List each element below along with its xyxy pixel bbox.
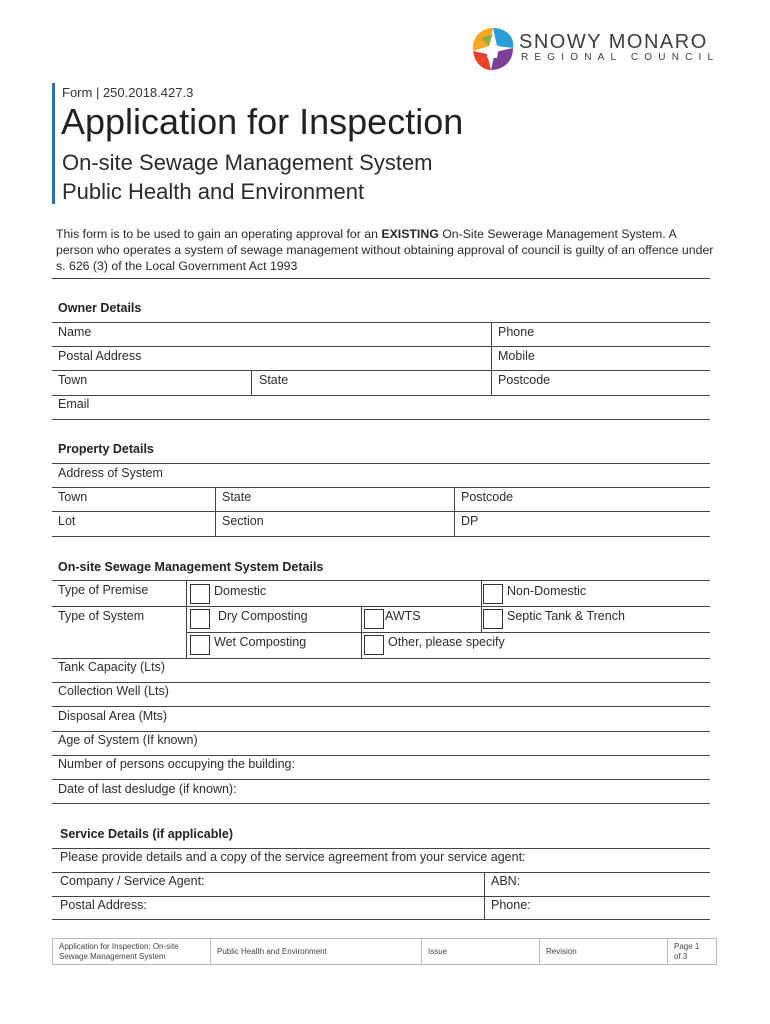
other-checkbox[interactable] (364, 635, 384, 655)
tank-capacity-field[interactable]: Tank Capacity (Lts) (58, 660, 165, 674)
divider (52, 682, 710, 683)
divider (52, 706, 710, 707)
divider (52, 606, 710, 607)
divider (454, 487, 455, 536)
service-note: Please provide details and a copy of the service agreement from your service agent: (60, 850, 526, 864)
collection-well-field[interactable]: Collection Well (Lts) (58, 684, 169, 698)
council-logo (467, 24, 519, 74)
footer-issue: Issue (422, 939, 540, 964)
header-accent-bar (52, 83, 55, 204)
divider (52, 511, 710, 512)
non-domestic-checkbox[interactable] (483, 584, 503, 604)
owner-mobile-field[interactable]: Mobile (498, 349, 535, 363)
premise-label: Type of Premise (58, 583, 149, 597)
owner-postal-field[interactable]: Postal Address (58, 349, 142, 363)
divider (52, 658, 710, 659)
dry-composting-label: Dry Composting (218, 609, 308, 623)
divider (484, 872, 485, 919)
intro-text (56, 226, 716, 274)
footer-page: Page 1 of 3 (674, 941, 700, 961)
divider (52, 419, 710, 420)
divider (52, 803, 710, 804)
service-section-title: Service Details (if applicable) (60, 827, 233, 841)
footer-document (53, 939, 211, 964)
intro-divider (52, 278, 710, 279)
owner-phone-field[interactable]: Phone (498, 325, 535, 339)
logo-name: SNOWY MONARO (519, 31, 708, 53)
divider (215, 487, 216, 536)
divider (52, 919, 710, 920)
owner-email-field[interactable]: Email (58, 397, 90, 411)
divider (52, 848, 710, 849)
property-section-field[interactable]: Section (222, 514, 264, 528)
other-label: Other, please specify (388, 635, 505, 649)
divider (481, 580, 482, 632)
septic-checkbox[interactable] (483, 609, 503, 629)
divider (52, 872, 710, 873)
divider (52, 896, 710, 897)
property-state-field[interactable]: State (222, 490, 252, 504)
divider (361, 606, 362, 658)
wet-composting-checkbox[interactable] (190, 635, 210, 655)
divider (186, 632, 710, 633)
disposal-area-field[interactable]: Disposal Area (Mts) (58, 709, 168, 723)
divider (251, 370, 252, 395)
non-domestic-label: Non-Domestic (507, 584, 587, 598)
awts-checkbox[interactable] (364, 609, 384, 629)
divider (52, 536, 710, 537)
persons-field[interactable]: Number of persons occupying the building: (58, 757, 295, 771)
property-address-field[interactable]: Address of System (58, 466, 163, 480)
property-town-field[interactable]: Town (58, 490, 88, 504)
service-company-field[interactable]: Company / Service Agent: (60, 874, 205, 888)
intro-part-1: This form is to be used to gain an operating approval for an (56, 227, 382, 241)
owner-postcode-field[interactable]: Postcode (498, 373, 551, 387)
divider (491, 322, 492, 395)
service-phone-field[interactable]: Phone: (491, 898, 531, 912)
page-title: Application for Inspection (61, 101, 464, 142)
owner-town-field[interactable]: Town (58, 373, 88, 387)
divider (186, 580, 187, 658)
divider (52, 731, 710, 732)
owner-name-field[interactable]: Name (58, 325, 92, 339)
intro-part-2: On-Site Sewerage Management System. A person who operates a system of sewage management without obtaining approval of council is guilty of an offence under s. 626 (3) of the Local Government Act 1993 (56, 227, 714, 273)
septic-label: Septic Tank & Trench (507, 609, 625, 623)
divider (52, 346, 710, 347)
logo-subtitle: REGIONAL COUNCIL (521, 52, 720, 63)
property-lot-field[interactable]: Lot (58, 514, 76, 528)
subtitle-line-2: Public Health and Environment (62, 179, 365, 204)
service-abn-field[interactable]: ABN: (491, 874, 521, 888)
intro-bold: EXISTING (381, 227, 439, 241)
subtitle (62, 148, 433, 206)
footer-doc-line-2: Sewage Management System (59, 951, 166, 961)
divider (52, 779, 710, 780)
footer-revision: Revision (540, 939, 668, 964)
domestic-checkbox[interactable] (190, 584, 210, 604)
divider (52, 322, 710, 323)
system-age-field[interactable]: Age of System (If known) (58, 733, 198, 747)
awts-label: AWTS (385, 609, 421, 623)
divider (52, 463, 710, 464)
system-section-title: On-site Sewage Management System Details (58, 560, 324, 574)
footer-doc-line-1: Application for Inspection: On-site (59, 941, 179, 951)
owner-section-title: Owner Details (58, 301, 142, 315)
divider (52, 395, 710, 396)
owner-state-field[interactable]: State (259, 373, 289, 387)
divider (52, 487, 710, 488)
divider (52, 580, 710, 581)
page-footer (52, 938, 717, 965)
dry-composting-checkbox[interactable] (190, 609, 210, 629)
divider (52, 370, 710, 371)
divider (52, 755, 710, 756)
service-postal-field[interactable]: Postal Address: (60, 898, 147, 912)
system-type-label: Type of System (58, 609, 145, 623)
property-dp-field[interactable]: DP (461, 514, 479, 528)
subtitle-line-1: On-site Sewage Management System (62, 150, 433, 175)
property-section-title: Property Details (58, 442, 154, 456)
wet-composting-label: Wet Composting (214, 635, 307, 649)
footer-department: Public Health and Environment (211, 939, 422, 964)
desludge-field[interactable]: Date of last desludge (if known): (58, 782, 237, 796)
property-postcode-field[interactable]: Postcode (461, 490, 514, 504)
domestic-label: Domestic (214, 584, 267, 598)
form-code: Form | 250.2018.427.3 (62, 85, 194, 100)
